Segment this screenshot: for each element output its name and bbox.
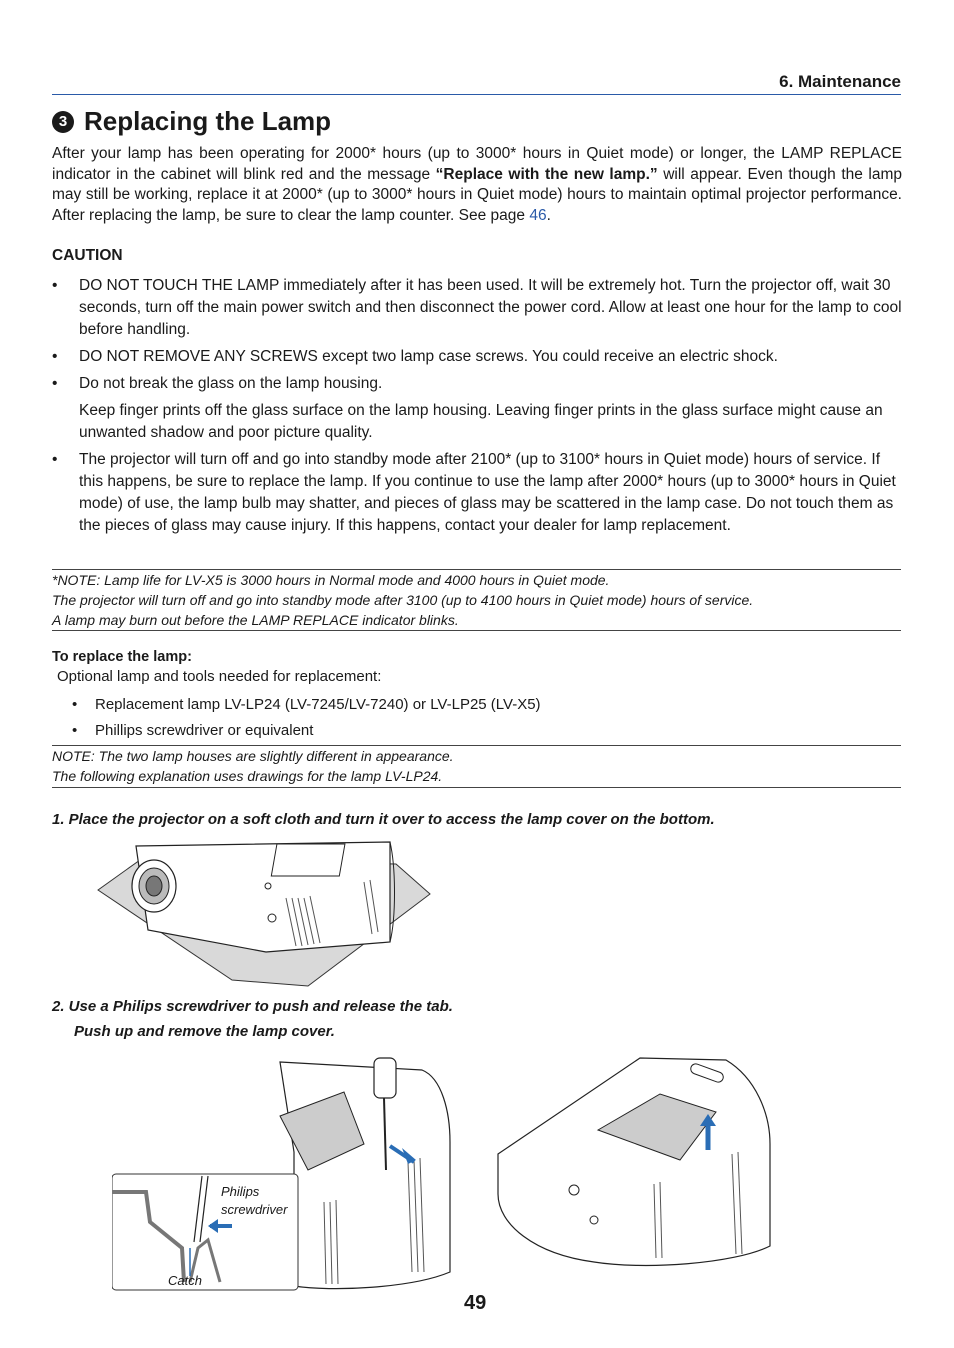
catch-label: Catch [168,1273,202,1288]
page-number: 49 [464,1292,487,1314]
bullet-dot: • [52,348,58,365]
intro-paragraph [52,144,902,226]
list-item [72,718,541,744]
step-1: 1. Place the projector on a soft cloth and turn it over to access the lamp cover on the bottom. [52,811,715,828]
note-line: The following explanation uses drawings for the lamp LV-LP24. [52,768,443,784]
bullet-dot: • [52,277,58,294]
screwdriver-release-illustration [112,1052,454,1292]
bullet-dot: • [52,375,58,392]
intro-text-2: will appear. Even though the lamp may still be working, replace it at 2000* (up to 3000* hours in Quiet mode) hours to maintain optimal projector performance. After replacing the lamp, be sure to clear the lamp counter. See page [52,165,903,224]
section-label: 6. Maintenance [779,72,901,91]
lamp-life-note [52,569,901,631]
tools-list [72,692,541,744]
note-line: *NOTE: Lamp life for LV-X5 is 3000 hours in Normal mode and 4000 hours in Quiet mode. [52,572,610,588]
tool-item-text: Replacement lamp LV-LP24 (LV-7245/LV-7240) or LV-LP25 (LV-X5) [95,696,541,713]
note-line: A lamp may burn out before the LAMP REPLACE indicator blinks. [52,612,459,628]
screwdriver-label [221,1183,287,1219]
caution-continuation: Keep finger prints off the glass surface on the lamp housing. Leaving finger prints in the glass surface might cause an unwanted shadow and poor picture quality. [79,402,883,441]
page-header [52,70,901,95]
intro-text-1: After your lamp has been operating for 2000* hours (up to 3000* hours in Quiet mode) or longer, the LAMP REPLACE indicator in the cabinet will blink red and the message [52,145,902,183]
step-2: 2. Use a Philips screwdriver to push and release the tab. [52,998,453,1015]
page-link[interactable]: 46 [529,206,547,224]
list-item [52,275,902,341]
bullet-dot: • [52,451,58,468]
step-2-continued: Push up and remove the lamp cover. [74,1023,335,1040]
intro-message: “Replace with the new lamp.” [435,165,658,183]
caution-item-text: DO NOT REMOVE ANY SCREWS except two lamp case screws. You could receive an electric shock. [79,348,778,365]
step-number-badge: 3 [52,111,74,133]
list-item [52,449,902,537]
lamp-house-note [52,745,901,788]
label-line: Philips [221,1184,260,1199]
page-title [52,106,331,137]
list-item [72,692,541,718]
list-item [52,346,902,368]
bullet-dot: • [72,696,78,713]
replace-heading: To replace the lamp: [52,649,192,665]
bullet-dot: • [72,722,78,739]
title-text: Replacing the Lamp [84,106,332,136]
caution-item-text: DO NOT TOUCH THE LAMP immediately after it has been used. It will be extremely hot. Turn the projector off, wait 30 seconds, turn off the main power switch and then disconnect the power cord. Allow at least one hour for the lamp to cool before handling. [79,277,902,338]
caution-heading: CAUTION [52,247,123,264]
tool-item-text: Phillips screwdriver or equivalent [95,722,314,739]
replace-intro: Optional lamp and tools needed for replacement: [57,668,382,685]
list-item [52,373,902,395]
caution-list [52,275,902,542]
caution-item-text: The projector will turn off and go into standby mode after 2100* (up to 3100* hours in Quiet mode) hours of service. If this happens, be sure to replace the lamp. If you continue to use the lamp after 2000* hours (up to 3000* hours in Quiet mode) of use, the lamp bulb may shatter, and pieces of glass may be scattered in the lamp case. Do not touch them as the pieces of glass may cause injury. If this happens, contact your dealer for lamp replacement. [79,451,896,534]
lamp-cover-removal-illustration [494,1054,774,1270]
label-line: screwdriver [221,1202,288,1217]
projector-on-cloth-illustration [96,838,432,988]
note-line: NOTE: The two lamp houses are slightly different in appearance. [52,748,454,764]
note-line: The projector will turn off and go into standby mode after 3100 (up to 4100 hours in Quiet mode) hours of service. [52,592,754,608]
caution-item-text: Do not break the glass on the lamp housing. [79,375,383,392]
intro-end: . [546,206,551,224]
